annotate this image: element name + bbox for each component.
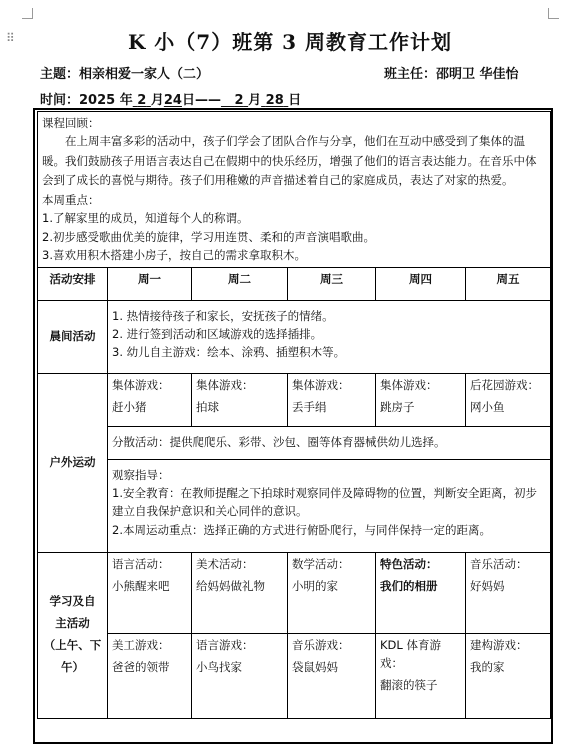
study-label: 学习及自 主活动 （上午、下 午）: [38, 552, 108, 718]
outdoor-label: 户外运动: [38, 373, 108, 552]
morning-item: 3. 幼儿自主游戏：绘本、涂鸦、插塑积木等。: [112, 345, 346, 360]
time-label: 时间：: [40, 93, 80, 108]
study-cell[interactable]: 美工游戏： 爸爸的领带: [108, 633, 192, 718]
month-char: 月: [150, 93, 164, 108]
study-cell[interactable]: 音乐活动： 好妈妈: [466, 552, 551, 633]
teacher-label: 班主任：: [384, 67, 437, 82]
observe-heading: 观察指导：: [112, 467, 170, 482]
day-header: 周五: [466, 267, 551, 300]
study-row-2: [38, 633, 551, 718]
time-dash: ——: [194, 93, 221, 108]
observe-item: 1.安全教育：在教师提醒之下拍球时观察同伴及障碍物的位置，判断安全距离，初步建立自我保护意识和关心同伴的意识。: [112, 485, 537, 519]
time-line: [40, 89, 301, 108]
outdoor-games-row: [38, 373, 551, 426]
morning-row: [38, 300, 551, 373]
morning-item: 1. 热情接待孩子和家长，安抚孩子的情绪。: [112, 308, 334, 323]
day-header: 周四: [376, 267, 466, 300]
time-start-day: 24: [163, 93, 182, 108]
review-heading: 课程回顾：: [42, 116, 100, 130]
outdoor-split-row: [38, 426, 551, 459]
outdoor-game-cell[interactable]: 集体游戏： 拍球: [192, 373, 288, 426]
day-char: 日: [288, 93, 302, 108]
day-header: 周二: [192, 267, 288, 300]
morning-label: 晨间活动: [38, 300, 108, 373]
theme-label: 主题：: [40, 67, 80, 82]
outdoor-game-cell[interactable]: 集体游戏： 赶小猪: [108, 373, 192, 426]
time-end-month: 2: [234, 93, 244, 108]
study-cell-featured[interactable]: 特色活动： 我们的相册: [376, 552, 466, 633]
study-cell[interactable]: 音乐游戏： 袋鼠妈妈: [288, 633, 376, 718]
schedule-header-row: [38, 267, 551, 300]
weekly-plan-table: [37, 111, 551, 719]
teacher-value: 邵明卫 华佳怡: [436, 67, 519, 82]
morning-cell[interactable]: [108, 300, 551, 373]
teacher-line: [384, 63, 519, 82]
study-cell[interactable]: 语言活动： 小熊醒来吧: [108, 552, 192, 633]
focus-heading: 本周重点：: [42, 193, 100, 208]
outdoor-observe-cell[interactable]: [108, 459, 551, 552]
page-corner-mark: [22, 8, 33, 19]
theme-line: [40, 63, 209, 82]
day-header: 周三: [288, 267, 376, 300]
outdoor-observe-row: [38, 459, 551, 552]
study-cell[interactable]: 数学活动： 小明的家: [288, 552, 376, 633]
time-year: 2025 年: [79, 93, 133, 108]
table-move-handle-icon[interactable]: ⠿: [6, 31, 15, 45]
page-corner-mark: [548, 8, 559, 19]
outdoor-game-cell[interactable]: 集体游戏： 丢手绢: [288, 373, 376, 426]
theme-value: 相亲相爱一家人（二）: [79, 67, 210, 82]
outdoor-split-cell[interactable]: 分散活动：提供爬爬乐、彩带、沙包、圈等体育器械供幼儿选择。: [108, 426, 551, 459]
review-paragraph: 在上周丰富多彩的活动中，孩子们学会了团队合作与分享，他们在互动中感受到了集体的温暖。我们鼓励孩子用语言表达自己在假期中的快乐经历，增强了他们的语言表达能力。在音乐中体会到了成长的喜悦与期待。孩子们用稚嫩的声音描述着自己的家庭成员，表达了对家的热爱。: [42, 134, 537, 188]
time-end-day: 28: [265, 93, 284, 108]
study-cell[interactable]: KDL 体育游戏： 翻滚的筷子: [376, 633, 466, 718]
observe-item: 2.本周运动重点：选择正确的方式进行俯卧爬行，与同伴保持一定的距离。: [112, 522, 491, 537]
month-char: 月: [248, 93, 262, 108]
focus-item: 3.喜欢用积木搭建小房子，按自己的需求拿取积木。: [42, 248, 306, 263]
document-title: K 小（7）班第 3 周教育工作计划: [127, 30, 453, 54]
study-cell[interactable]: 语言游戏： 小鸟找家: [192, 633, 288, 718]
focus-item: 1.了解家里的成员，知道每个人的称谓。: [42, 211, 249, 226]
outdoor-game-cell[interactable]: 后花园游戏： 网小鱼: [466, 373, 551, 426]
review-row: [38, 112, 551, 268]
study-cell[interactable]: 美术活动： 给妈妈做礼物: [192, 552, 288, 633]
time-start-month: 2: [137, 93, 147, 108]
review-cell[interactable]: [38, 112, 551, 268]
morning-item: 2. 进行签到活动和区域游戏的选择插排。: [112, 326, 323, 341]
study-cell[interactable]: 建构游戏： 我的家: [466, 633, 551, 718]
focus-item: 2.初步感受歌曲优美的旋律，学习用连贯、柔和的声音演唱歌曲。: [42, 229, 375, 244]
outdoor-game-cell[interactable]: 集体游戏： 跳房子: [376, 373, 466, 426]
day-header: 周一: [108, 267, 192, 300]
day-char: 日: [181, 93, 195, 108]
study-row-1: [38, 552, 551, 633]
schedule-header-label: 活动安排: [38, 267, 108, 300]
